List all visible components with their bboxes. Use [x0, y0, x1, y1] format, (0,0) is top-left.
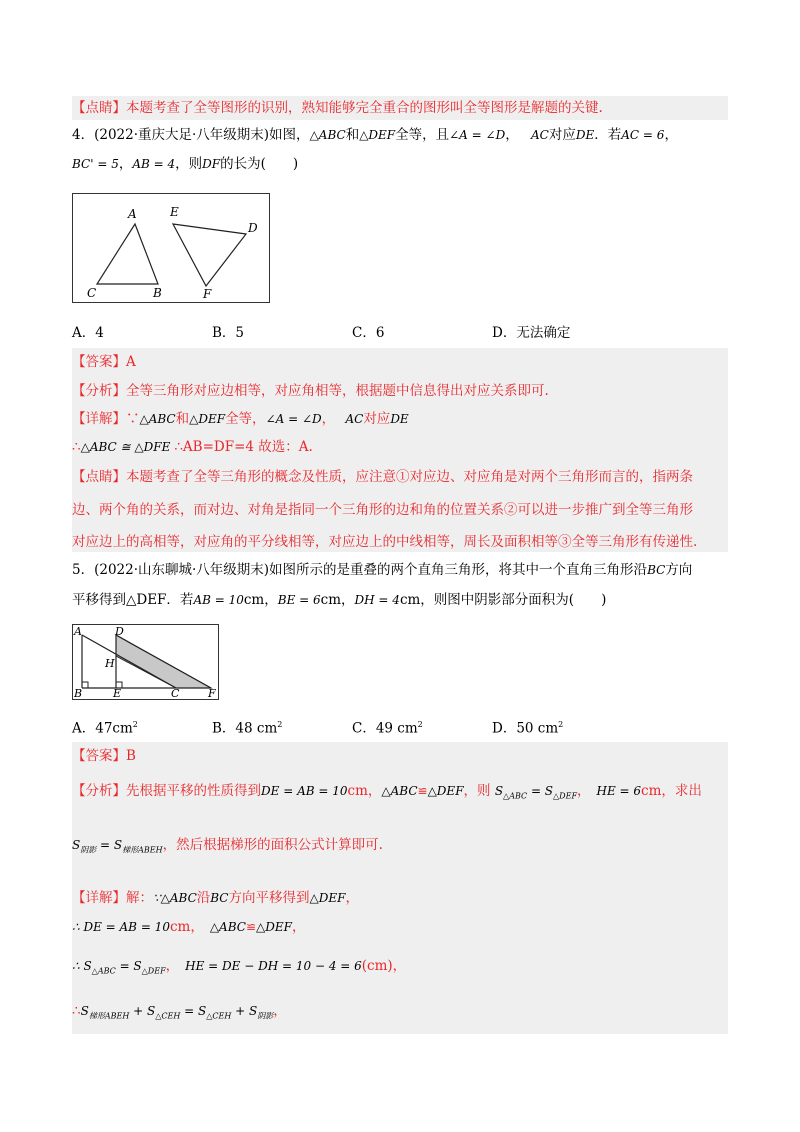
q5-triangles-figure [72, 624, 219, 700]
q4-answer: 【答案】A [72, 354, 136, 370]
label-e: E [170, 205, 179, 219]
label-h: H [105, 657, 115, 670]
label-d: D [248, 221, 258, 235]
q4-detail-line1: 【详解】∵△ABC和△DEF全等，∠A = ∠D， AC对应DE [72, 411, 409, 427]
label-b: B [153, 286, 162, 300]
q5-stem-line1: 5．(2022·山东聊城·八年级期末)如图所示的是重叠的两个直角三角形，将其中一个直角三角形沿BC方向 [72, 562, 693, 578]
q4-comment-line3: 对应边上的高相等，对应角的平分线相等，对应边上的中线相等，周长及面积相等③全等三角形有传递性. [72, 534, 698, 550]
label-a: A [74, 625, 82, 638]
q4-triangles-figure [72, 193, 270, 303]
q4-detail-line2: ∴△ABC ≅ △DFE ∴AB=DF=4 故选：A. [72, 439, 313, 455]
q4-comment-line2: 边、两个角的关系，而对边、对角是指同一个三角形的边和角的位置关系②可以进一步推广到全等三角形 [72, 502, 693, 518]
q5-option-c: C．49 $cm^2$ [352, 720, 423, 737]
q3-comment: 【点睛】本题考查了全等图形的识别，熟知能够完全重合的图形叫全等图形是解题的关键. [72, 100, 603, 116]
q5-detail-line4: $\therefore S_{梯形ABEH} + S_{\triangle CEH} = S_{\triangle CEH} + S_{阴影}$， [72, 1003, 287, 1021]
label-f: F [208, 687, 216, 699]
q4-comment-line1: 【点睛】本题考查了全等三角形的概念及性质，应注意①对应边、对应角是对两个三角形而言的，指两条 [72, 469, 693, 485]
label-a: A [128, 207, 137, 221]
q4-analysis: 【分析】全等三角形对应边相等，对应角相等，根据题中信息得出对应关系即可. [72, 383, 549, 399]
q4-option-b: B．5 [212, 325, 245, 341]
label-e: E [113, 687, 122, 699]
label-c: C [87, 286, 97, 300]
label-c: C [171, 687, 180, 699]
right-angle-b [82, 682, 88, 688]
q5-answer: 【答案】B [72, 748, 136, 764]
triangle-def [173, 224, 246, 286]
q5-detail-line1: 【详解】解：∵△ABC沿BC方向平移得到△DEF， [72, 890, 359, 906]
q4-stem-line1: 4．(2022·重庆大足·八年级期末)如图，△ABC和△DEF全等，且∠A = ∠D， AC对应DE．若AC = 6， [72, 127, 678, 143]
q5-analysis-line2: $S_{阴影} = S_{梯形ABEH}$，然后根据梯形的面积公式计算即可. [72, 837, 383, 855]
q5-analysis-line1: 【分析】先根据平移的性质得到DE = AB = 10cm，△ABC≌△DEF，则 $S_{\triangle ABC} = S_{\triangle DEF}$， HE = 6cm，求出 [72, 783, 702, 801]
label-f: F [203, 287, 212, 301]
q5-triangles-svg [73, 625, 218, 699]
q5-detail-line3: ∴ $S_{\triangle ABC} = S_{\triangle DEF}$， HE = DE − DH = 10 − 4 = 6(cm)， [72, 958, 407, 976]
q4-option-a: A．4 [72, 325, 104, 341]
q5-detail-line2: ∴ DE = AB = 10cm， △ABC≌△DEF， [72, 919, 306, 935]
q5-stem-line2: 平移得到△DEF．若AB = 10cm，BE = 6cm，DH = 4cm，则图中阴影部分面积为( ) [72, 592, 607, 608]
q4-stem-line2: BC' = 5，AB = 4，则DF的长为( ) [72, 156, 299, 172]
q4-option-c: C．6 [352, 325, 385, 341]
q5-option-a: A．$47cm^2$ [72, 720, 138, 737]
label-b: B [74, 687, 83, 699]
triangle-abc [97, 224, 158, 284]
q5-option-b: B．48 $cm^2$ [212, 720, 283, 737]
label-d: D [115, 625, 124, 638]
q5-option-d: D．50 $cm^2$ [492, 720, 564, 737]
q4-option-d: D．无法确定 [492, 325, 571, 341]
q4-triangles-svg [73, 194, 269, 302]
